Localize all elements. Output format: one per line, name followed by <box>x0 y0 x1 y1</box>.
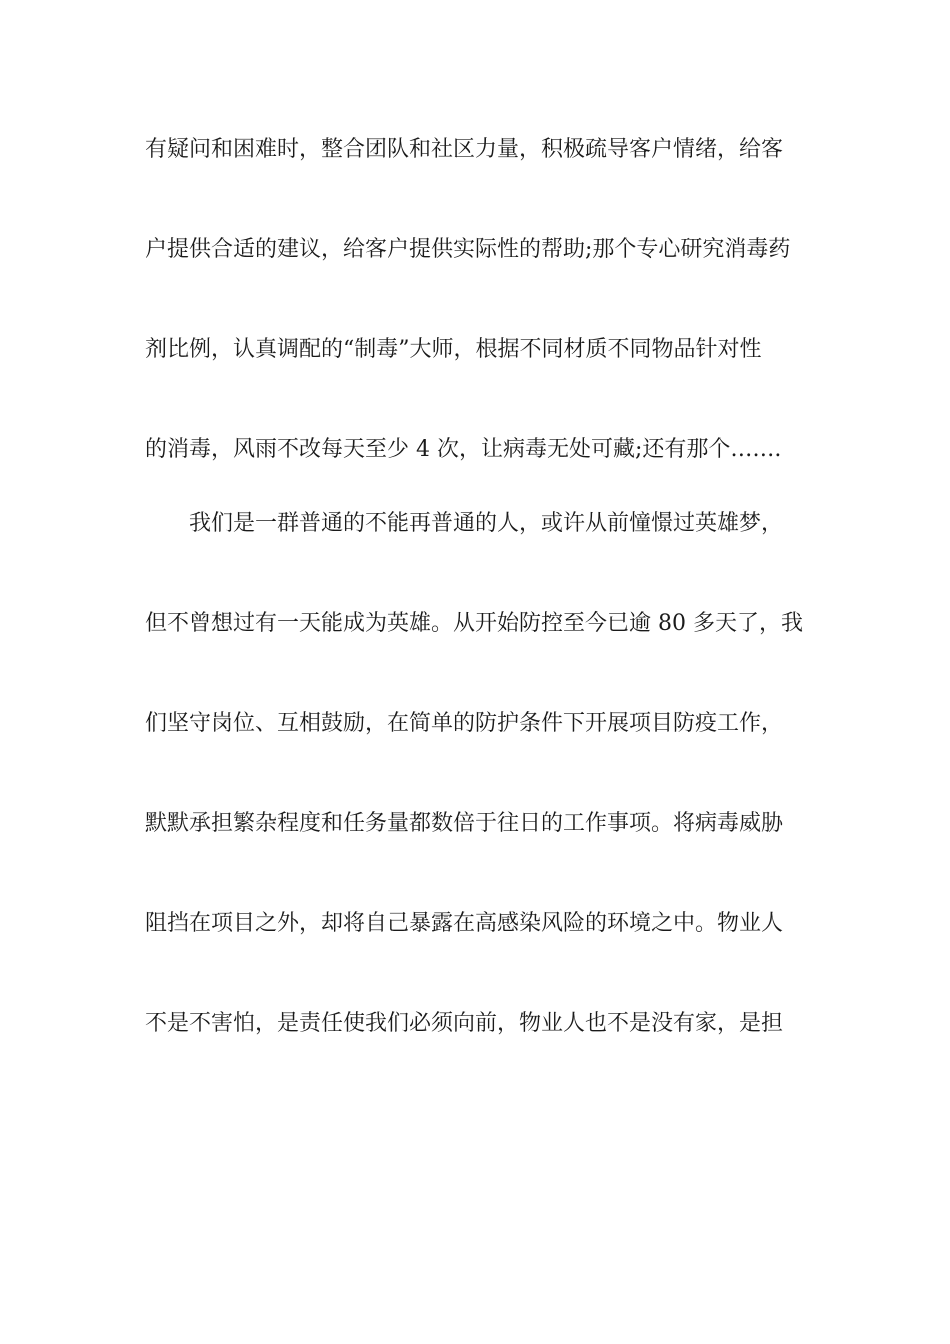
text-line: 默默承担繁杂程度和任务量都数倍于往日的工作事项。将病毒威胁 <box>145 811 784 836</box>
text-line: 户提供合适的建议，给客户提供实际性的帮助;那个专心研究消毒药 <box>145 237 791 262</box>
text-line: 有疑问和困难时，整合团队和社区力量，积极疏导客户情绪，给客 <box>145 137 784 162</box>
text-line: 阻挡在项目之外，却将自己暴露在高感染风险的环境之中。物业人 <box>145 911 784 936</box>
text-line: 的消毒，风雨不改每天至少 4 次，让病毒无处可藏;还有那个……. <box>145 437 782 462</box>
paragraph-first-line: 我们是一群普通的不能再普通的人，或许从前憧憬过英雄梦， <box>189 511 784 536</box>
text-line: 们坚守岗位、互相鼓励，在简单的防护条件下开展项目防疫工作， <box>145 711 784 736</box>
text-line: 但不曾想过有一天能成为英雄。从开始防控至今已逾 80 多天了，我 <box>145 611 803 636</box>
text-line: 剂比例，认真调配的“制毒”大师，根据不同材质不同物品针对性 <box>145 337 762 362</box>
text-line: 不是不害怕，是责任使我们必须向前，物业人也不是没有家，是担 <box>145 1011 784 1036</box>
